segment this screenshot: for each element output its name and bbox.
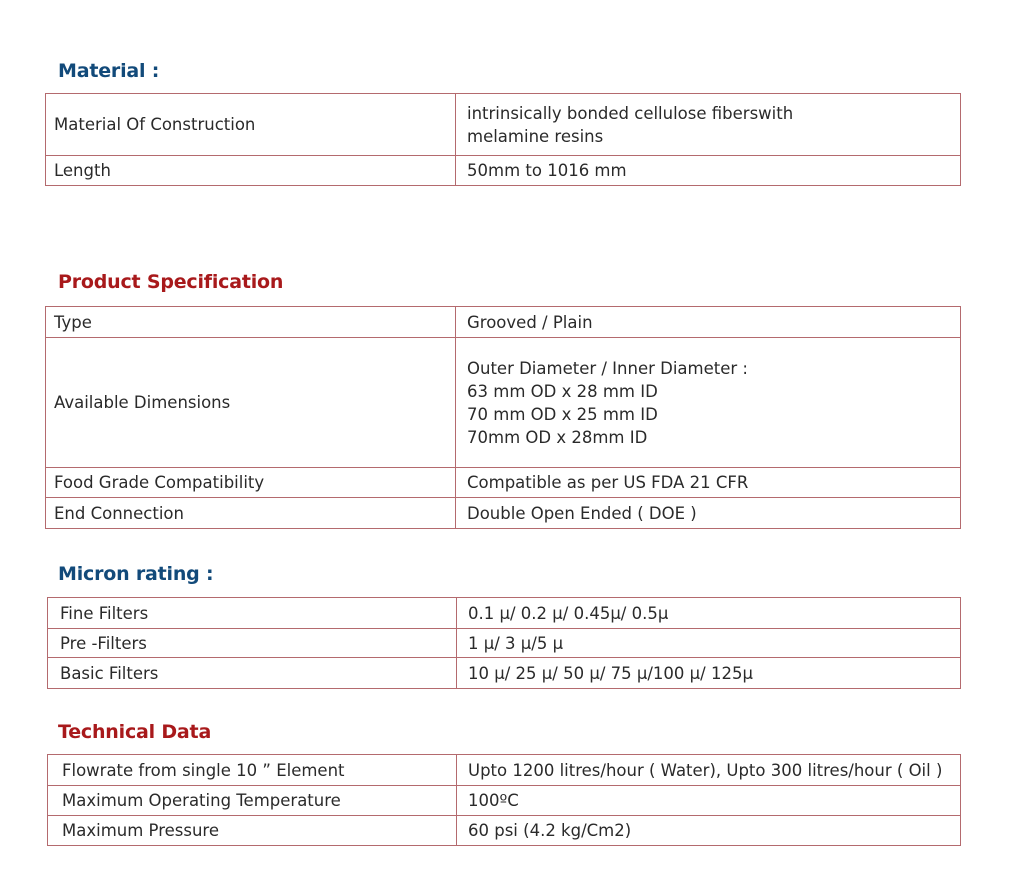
- table-row: [46, 498, 961, 529]
- row-label: Flowrate from single 10 ” Element: [48, 755, 457, 786]
- material-heading: Material :: [58, 60, 160, 82]
- row-value: 10 µ/ 25 µ/ 50 µ/ 75 µ/100 µ/ 125µ: [457, 658, 961, 689]
- row-label: Maximum Pressure: [48, 816, 457, 846]
- row-label: End Connection: [46, 498, 456, 529]
- row-value: 100ºC: [457, 786, 961, 816]
- row-label: Type: [46, 307, 456, 338]
- micron-rating-table: [47, 597, 961, 689]
- row-value: intrinsically bonded cellulose fiberswith melamine resins: [456, 94, 961, 156]
- row-value: 1 µ/ 3 µ/5 µ: [457, 629, 961, 658]
- row-value: Double Open Ended ( DOE ): [456, 498, 961, 529]
- micron-rating-heading: Micron rating :: [58, 563, 214, 585]
- row-label: Available Dimensions: [46, 338, 456, 468]
- row-value: Outer Diameter / Inner Diameter : 63 mm OD x 28 mm ID 70 mm OD x 25 mm ID 70mm OD x 28mm ID: [456, 338, 961, 468]
- row-label: Length: [46, 156, 456, 186]
- technical-data-heading: Technical Data: [58, 721, 212, 743]
- table-row: [48, 786, 961, 816]
- product-specification-table: [45, 306, 961, 529]
- table-row: [48, 816, 961, 846]
- product-specification-heading: Product Specification: [58, 271, 284, 293]
- row-label: Maximum Operating Temperature: [48, 786, 457, 816]
- table-row: [48, 598, 961, 629]
- row-value: 0.1 µ/ 0.2 µ/ 0.45µ/ 0.5µ: [457, 598, 961, 629]
- table-row: [48, 755, 961, 786]
- row-label: Fine Filters: [48, 598, 457, 629]
- table-row: [46, 156, 961, 186]
- row-value: 50mm to 1016 mm: [456, 156, 961, 186]
- row-value: Grooved / Plain: [456, 307, 961, 338]
- row-label: Food Grade Compatibility: [46, 468, 456, 498]
- table-row: [48, 629, 961, 658]
- table-row: [46, 94, 961, 156]
- row-value: 60 psi (4.2 kg/Cm2): [457, 816, 961, 846]
- material-table: [45, 93, 961, 186]
- table-row: [46, 338, 961, 468]
- table-row: [46, 468, 961, 498]
- row-value: Compatible as per US FDA 21 CFR: [456, 468, 961, 498]
- row-label: Pre -Filters: [48, 629, 457, 658]
- row-label: Material Of Construction: [46, 94, 456, 156]
- row-label: Basic Filters: [48, 658, 457, 689]
- table-row: [48, 658, 961, 689]
- technical-data-table: [47, 754, 961, 846]
- table-row: [46, 307, 961, 338]
- row-value: Upto 1200 litres/hour ( Water), Upto 300 litres/hour ( Oil ): [457, 755, 961, 786]
